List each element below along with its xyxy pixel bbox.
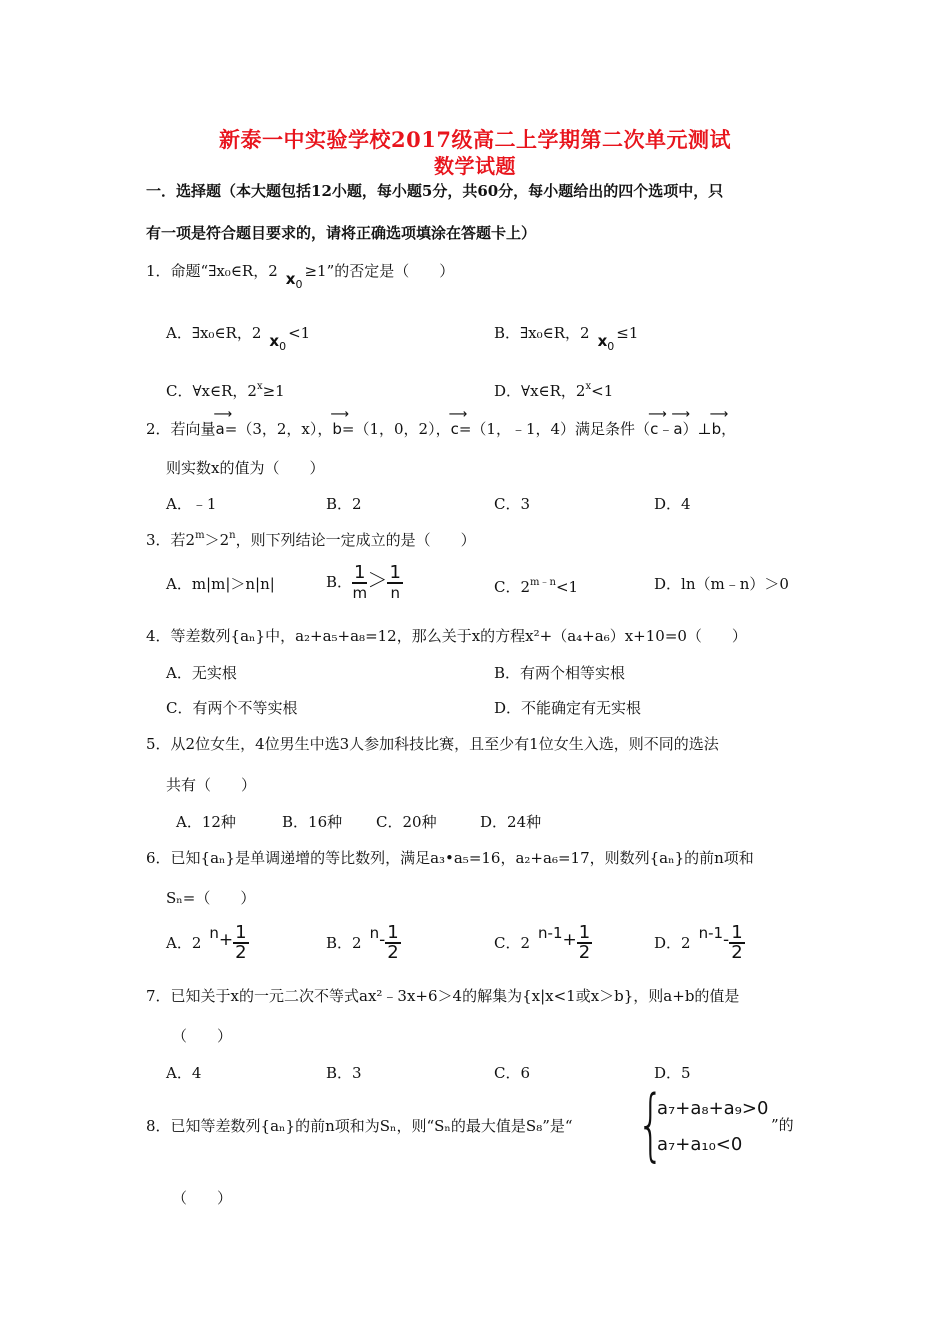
q6-b-exp: n — [369, 924, 380, 942]
q1-b-tail: ≤1 — [616, 324, 639, 342]
exam-title: 新泰一中实验学校2017级高二上学期第二次单元测试 — [219, 127, 731, 152]
q5-option-a: A．12种 — [176, 813, 236, 831]
q1-b-exp-x: x — [597, 332, 608, 350]
q4-option-a: A．无实根 — [166, 664, 237, 682]
q8-brace: { — [637, 1080, 665, 1170]
q6-b-op: - — [379, 930, 386, 950]
q2-line2: 则实数x的值为（ ） — [166, 459, 325, 477]
q3-frac1-num: 1 — [354, 562, 366, 583]
q6-c-frac-den: 2 — [578, 942, 591, 963]
q3-b-frac-1 — [352, 564, 367, 602]
q2-part-2: =（3，2，x）， — [224, 420, 333, 438]
q2-part-1: 2．若向量 — [146, 420, 216, 438]
q3-b-frac-2 — [387, 564, 402, 602]
question-2-stem — [146, 418, 736, 439]
section-heading-line1: 一．选择题（本大题包括12小题，每小题5分，共60分，每小题给出的四个选项中，只 — [146, 182, 724, 200]
q4-option-b: B．有两个相等实根 — [494, 664, 626, 682]
q2-part-4: =（1，﹣1，4）满足条件（ — [458, 420, 651, 438]
q7-option-b: B．3 — [326, 1064, 362, 1082]
q1-d-tail: <1 — [591, 382, 614, 400]
q6-d-label: D．2 — [654, 934, 691, 952]
section-heading-line2-text: 有一项是符合题目要求的，请将正确选项填涂在答题卡上） — [146, 224, 537, 242]
q8-after-text: ”的 — [771, 1116, 794, 1134]
q1-c-text: C．∀x∈R，2 — [166, 382, 257, 400]
q1-option-a — [166, 322, 311, 353]
question-3-stem — [146, 529, 476, 550]
vector-b: ⟶ b — [332, 420, 342, 438]
question-4-stem: 4．等差数列{aₙ}中，a₂+a₅+a₈=12，那么关于x的方程x²+（a₄+a₆）x+10=0（ ） — [146, 627, 747, 645]
q6-c-frac — [577, 924, 592, 962]
q3-frac1-den: m — [352, 584, 368, 602]
question-6-line1: 6．已知{aₙ}是单调递增的等比数列，满足a₃•a₅=16，a₂+a₆=17，则数列{aₙ}的前n项和 — [146, 849, 754, 867]
question-8-stem: 8．已知等差数列{aₙ}的前n项和为Sₙ，则“Sₙ的最大值是S₈”是“ — [146, 1117, 573, 1135]
q3-b-label: B． — [326, 573, 353, 591]
q1-a-tail: <1 — [288, 324, 311, 342]
vector-a: ⟶ a — [216, 420, 225, 438]
q1-option-b — [494, 322, 639, 353]
q5-option-d: D．24种 — [480, 813, 542, 831]
q1-c-tail: ≥1 — [262, 382, 285, 400]
question-5-line2: 共有（ ） — [166, 776, 257, 794]
q6-d-frac — [729, 924, 744, 962]
q7-option-c: C．6 — [494, 1064, 531, 1082]
q6-option-a — [166, 924, 249, 962]
q3-part-b: ＞2 — [204, 531, 230, 549]
q6-c-label: C．2 — [494, 934, 531, 952]
q1-option-d — [494, 380, 613, 401]
q3-part-a: 3．若2 — [146, 531, 196, 549]
q6-c-op: + — [562, 930, 577, 950]
exam-subtitle: 数学试题 — [434, 154, 516, 178]
q1-b-exp-sub: 0 — [607, 340, 615, 353]
q6-b-frac-den: 2 — [387, 942, 399, 963]
q3-c-sup: m﹣n — [530, 577, 556, 588]
q8-system-row-2: a₇+a₁₀<0 — [657, 1134, 743, 1155]
q6-c-exp: n-1 — [538, 924, 563, 942]
q1-stem-part-b: ≥1”的否定是（ ） — [304, 262, 455, 280]
q7-option-d: D．5 — [654, 1064, 691, 1082]
q5-option-b: B．16种 — [282, 813, 343, 831]
q6-b-label: B．2 — [326, 934, 362, 952]
q1-d-text: D．∀x∈R，2 — [494, 382, 586, 400]
q1-a-text: A．∃x₀∈R，2 — [166, 324, 262, 342]
q3-b-gt: ＞ — [367, 568, 388, 592]
question-8-line2: （ ） — [172, 1189, 233, 1207]
question-6-line2: Sₙ=（ ） — [166, 889, 256, 907]
section-heading-line2 — [146, 210, 816, 256]
q2-option-d: D．4 — [654, 495, 691, 513]
q6-a-frac — [233, 924, 248, 962]
q1-exponent — [286, 270, 303, 291]
question-5-line1: 5．从2位女生，4位男生中选3人参加科技比赛，且至少有1位女生入选，则不同的选法 — [146, 735, 719, 753]
q6-a-frac-den: 2 — [235, 942, 247, 963]
q6-a-frac-num: 1 — [235, 922, 247, 943]
q3-c-text: C．2 — [494, 578, 531, 596]
q6-b-frac — [385, 924, 400, 962]
q5-option-c: C．20种 — [376, 813, 437, 831]
q7-option-a: A．4 — [166, 1064, 202, 1082]
q6-c-frac-num: 1 — [578, 922, 591, 943]
q2-option-a: A．﹣1 — [166, 495, 217, 513]
q6-a-op: + — [218, 930, 234, 950]
q1-exp-x: x — [285, 270, 296, 288]
q1-option-c — [166, 380, 285, 401]
q1-stem-part-a: 1．命题“∃x₀∈R，2 — [146, 262, 278, 280]
q6-d-frac-num: 1 — [731, 922, 743, 943]
q1-c-sup: x — [256, 381, 263, 392]
q2-minus: ﹣ — [658, 420, 674, 438]
q6-option-d — [654, 924, 745, 962]
q1-a-exp-x: x — [269, 332, 280, 350]
q3-frac2-den: n — [390, 584, 400, 602]
q1-a-exp-sub: 0 — [279, 340, 287, 353]
q3-c-tail: <1 — [555, 578, 579, 596]
vector-c-2: ⟶ c — [650, 420, 658, 438]
q1-b-text: B．∃x₀∈R，2 — [494, 324, 590, 342]
vector-b-2: ⟶ b — [712, 420, 722, 438]
q4-option-c: C．有两个不等实根 — [166, 699, 298, 717]
q4-option-d: D．不能确定有无实根 — [494, 699, 642, 717]
q3-sup-n: n — [229, 530, 236, 541]
q6-option-b — [326, 924, 401, 962]
q2-part-3: =（1，0，2）， — [341, 420, 451, 438]
q3-frac2-num: 1 — [389, 562, 401, 583]
q8-system-row-1: a₇+a₈+a₉>0 — [657, 1098, 769, 1119]
vector-c: ⟶ c — [451, 420, 459, 438]
q6-d-exp: n-1 — [698, 924, 724, 942]
q1-d-sup: x — [585, 381, 592, 392]
q1-b-exp — [598, 332, 615, 353]
q2-part-6: ， — [721, 420, 737, 438]
q6-d-op: - — [723, 930, 730, 950]
question-7-line1: 7．已知关于x的一元二次不等式ax²﹣3x+6＞4的解集为{x|x<1或x＞b}，则a+b的值是 — [146, 987, 740, 1005]
q3-option-d: D．ln（m﹣n）＞0 — [654, 575, 789, 593]
q2-part-5: ）⊥ — [682, 420, 712, 438]
q6-option-c — [494, 924, 592, 962]
question-1-stem — [146, 260, 455, 291]
q3-option-c — [494, 573, 578, 597]
q3-sup-m: m — [195, 530, 205, 541]
q1-exp-sub: 0 — [295, 278, 303, 291]
q8-condition-system — [637, 1080, 827, 1170]
q2-option-b: B．2 — [326, 495, 362, 513]
q6-a-label: A．2 — [166, 934, 202, 952]
question-7-line2: （ ） — [172, 1027, 233, 1045]
q6-b-frac-num: 1 — [387, 922, 399, 943]
q1-a-exp — [269, 332, 286, 353]
q3-option-a: A．m|m|＞n|n| — [166, 575, 275, 593]
q3-part-c: ，则下列结论一定成立的是（ ） — [235, 531, 476, 549]
q2-option-c: C．3 — [494, 495, 531, 513]
q6-d-frac-den: 2 — [731, 942, 743, 963]
vector-a-2: ⟶ a — [673, 420, 682, 438]
q6-a-exp: n — [209, 924, 219, 942]
q3-option-b — [326, 564, 403, 602]
